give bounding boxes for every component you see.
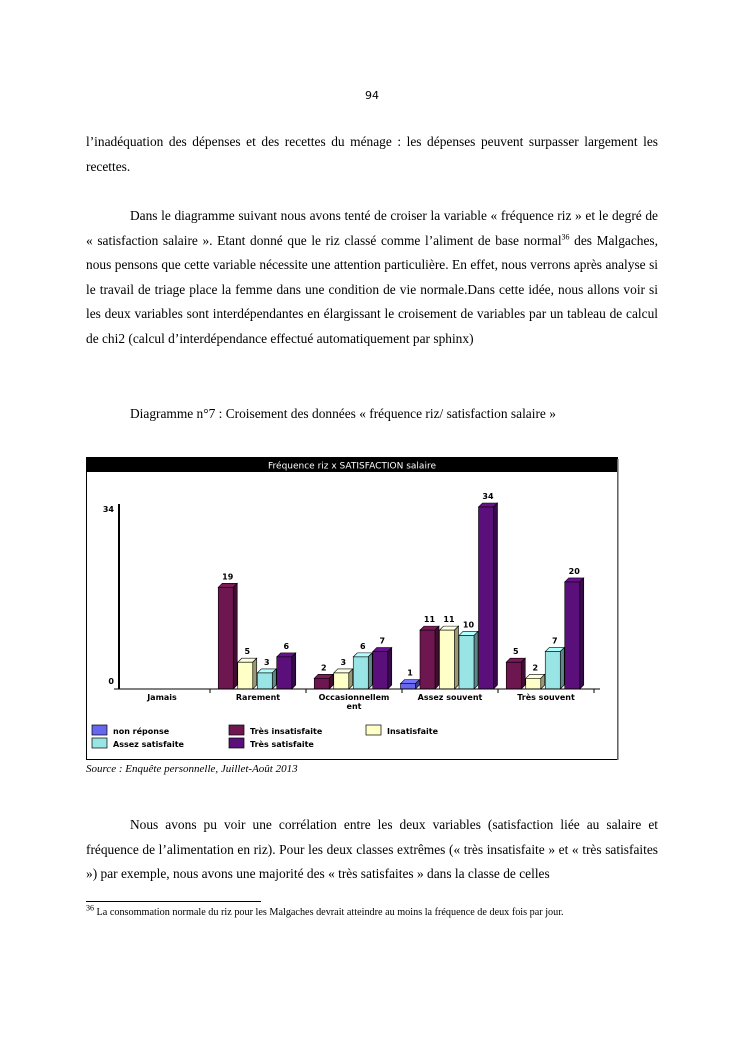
- chart-title: Fréquence riz x SATISFACTION salaire: [268, 461, 436, 472]
- data-label: 20: [568, 566, 580, 576]
- data-label: 1: [407, 668, 413, 678]
- bar-side: [455, 626, 459, 689]
- data-label: 19: [222, 572, 234, 582]
- bar: [314, 678, 329, 689]
- data-label: 11: [443, 615, 455, 625]
- data-label: 5: [244, 647, 251, 657]
- x-tick-label: Occasionnellem: [318, 693, 390, 702]
- data-label: 11: [423, 615, 436, 625]
- bar: [257, 673, 272, 689]
- legend-swatch: [229, 738, 244, 748]
- data-label: 7: [551, 636, 558, 646]
- x-tick-label: Jamais: [147, 693, 177, 702]
- x-tick-label: Très souvent: [517, 693, 575, 702]
- chart-frame: [87, 458, 618, 760]
- bar: [334, 673, 349, 689]
- figure-caption: Diagramme n°7 : Croisement des données « fréquence riz/ satisfaction salaire »: [130, 406, 556, 421]
- x-tick-label: Assez souvent: [417, 693, 483, 702]
- bar-side: [580, 578, 584, 689]
- bar-side: [494, 503, 498, 689]
- data-label: 2: [320, 663, 327, 673]
- paragraph-2-text-b: des Malgaches, nous pensons que cette variable nécessite une attention particulière. En effet, nous verrons après analyse si le travail de triage place la femme dans une condition de vie normale.Dans cette idée, nous allons voir si les deux variables sont interdépendantes en élargissant le croisement de variables par un tableau de calcul de chi2 (calcul d’interdépendance effectué automatiquement par sphinx): [86, 232, 658, 346]
- footnote-reference: 36: [561, 232, 570, 242]
- bar: [401, 684, 416, 689]
- data-label: 3: [340, 657, 347, 667]
- legend-label: Très satisfaite: [250, 740, 314, 749]
- bar-side: [368, 653, 372, 689]
- footnote-number: 36: [86, 903, 94, 913]
- data-label: 6: [283, 641, 290, 651]
- paragraph-2-text-a: Dans le diagramme suivant nous avons tenté de croiser la variable « fréquence riz » et le degré de « satisfaction salaire ». Etant donné que le riz classé comme l’aliment de base normal: [86, 208, 658, 248]
- bar-side: [233, 583, 237, 689]
- bar: [238, 662, 253, 689]
- bar: [506, 662, 521, 689]
- bar: [440, 630, 455, 689]
- legend-label: Très insatisfaite: [250, 727, 323, 736]
- paragraph-2: [86, 204, 658, 352]
- footnote: [86, 903, 564, 918]
- footnote-rule: [86, 901, 261, 902]
- bar: [565, 582, 580, 689]
- paragraph-3: Nous avons pu voir une corrélation entre les deux variables (satisfaction liée au salaire et fréquence de l’alimentation en riz). Pour les deux classes extrêmes (« très insatisfaite » et « très satisfaites ») par exemple, nous avons une majorité des « très satisfaites » dans la classe de celles: [86, 817, 658, 882]
- bar: [479, 507, 494, 689]
- bar-side: [349, 669, 353, 689]
- page-number: 94: [365, 89, 379, 102]
- legend-swatch: [366, 725, 381, 735]
- data-label: 34: [482, 492, 494, 501]
- bar: [545, 652, 560, 689]
- x-tick-label: Rarement: [235, 693, 281, 702]
- data-label: 2: [532, 663, 539, 673]
- bar-side: [292, 653, 296, 689]
- data-label: 5: [512, 647, 519, 657]
- legend-swatch: [92, 738, 107, 748]
- legend-swatch: [229, 725, 244, 735]
- bar-side: [272, 669, 276, 689]
- y-tick-label: 0: [108, 677, 114, 686]
- bar: [420, 630, 435, 689]
- legend-label: Insatisfaite: [387, 727, 439, 736]
- y-tick-label: 34: [102, 505, 114, 514]
- bar: [277, 657, 292, 689]
- bar: [459, 635, 474, 689]
- bar-side: [521, 658, 525, 689]
- bar-side: [474, 631, 478, 689]
- paragraph-1: l’inadéquation des dépenses et des recettes du ménage : les dépenses peuvent surpasser largement les recettes.: [86, 134, 658, 174]
- bar: [353, 657, 368, 689]
- bar-side: [435, 626, 439, 689]
- footnote-text: La consommation normale du riz pour les Malgaches devrait atteindre au moins la fréquence de deux fois par jour.: [94, 907, 564, 918]
- data-label: 6: [359, 641, 366, 651]
- bar: [218, 587, 233, 689]
- x-tick-label: ent: [346, 702, 362, 711]
- data-label: 3: [263, 657, 270, 667]
- bar-chart: [86, 457, 620, 761]
- figure-source: Source : Enquête personnelle, Juillet-Août 2013: [86, 763, 298, 775]
- bar: [526, 678, 541, 689]
- legend-label: non réponse: [113, 727, 170, 736]
- legend-swatch: [92, 725, 107, 735]
- bar: [373, 652, 388, 689]
- data-label: 7: [379, 636, 386, 646]
- bar-side: [388, 648, 392, 689]
- data-label: 10: [462, 620, 475, 630]
- bar-side: [253, 658, 257, 689]
- bar-side: [560, 648, 564, 689]
- legend-label: Assez satisfaite: [113, 740, 184, 749]
